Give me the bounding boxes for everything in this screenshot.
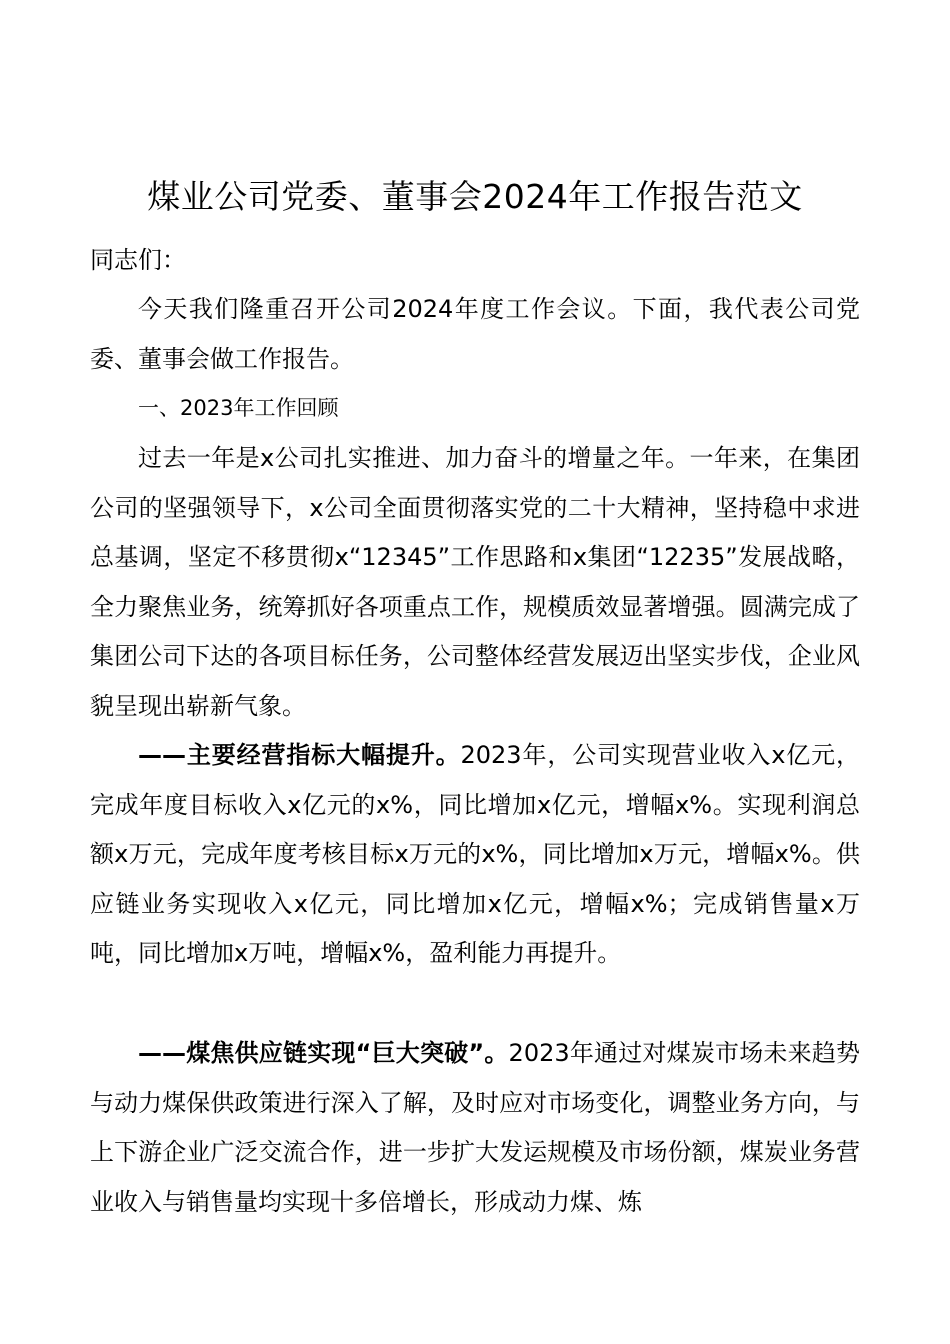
salutation: 同志们：	[90, 246, 186, 274]
supply-chain-paragraph	[90, 1029, 860, 1227]
operating-indicators-paragraph	[90, 731, 860, 979]
paragraph-body: 2023年通过对煤炭市场未来趋势与动力煤保供政策进行深入了解，及时应对市场变化，调整业务方向，与上下游企业广泛交流合作，进一步扩大发运规模及市场份额，煤炭业务营业收入与销售量均实现十多倍增长，形成动力煤、炼	[90, 1039, 861, 1216]
document-title: 煤业公司党委、董事会2024年工作报告范文	[147, 177, 803, 216]
review-paragraph: 过去一年是x公司扎实推进、加力奋斗的增量之年。一年来，在集团公司的坚强领导下，x公司全面贯彻落实党的二十大精神，坚持稳中求进总基调，坚定不移贯彻x“12345”工作思路和x集团“12235”发展战略，全力聚焦业务，统筹抓好各项重点工作，规模质效显著增强。圆满完成了集团公司下达的各项目标任务，公司整体经营发展迈出坚实步伐，企业风貌呈现出崭新气象。	[90, 444, 860, 720]
opening-paragraph: 今天我们隆重召开公司2024年度工作会议。下面，我代表公司党委、董事会做工作报告。	[90, 295, 860, 373]
paragraph-body: 2023年，公司实现营业收入x亿元，完成年度目标收入x亿元的x%，同比增加x亿元，增幅x%。实现利润总额x万元，完成年度考核目标x万元的x%，同比增加x万元，增幅x%。供应链业务实现收入x亿元，同比增加x亿元，增幅x%；完成销售量x万吨，同比增加x万吨，增幅x%，盈利能力再提升。	[90, 741, 861, 968]
section-heading: 一、2023年工作回顾	[138, 396, 339, 420]
paragraph-lead: ——主要经营指标大幅提升。	[138, 741, 461, 769]
paragraph-lead: ——煤焦供应链实现“巨大突破”。	[138, 1039, 509, 1067]
